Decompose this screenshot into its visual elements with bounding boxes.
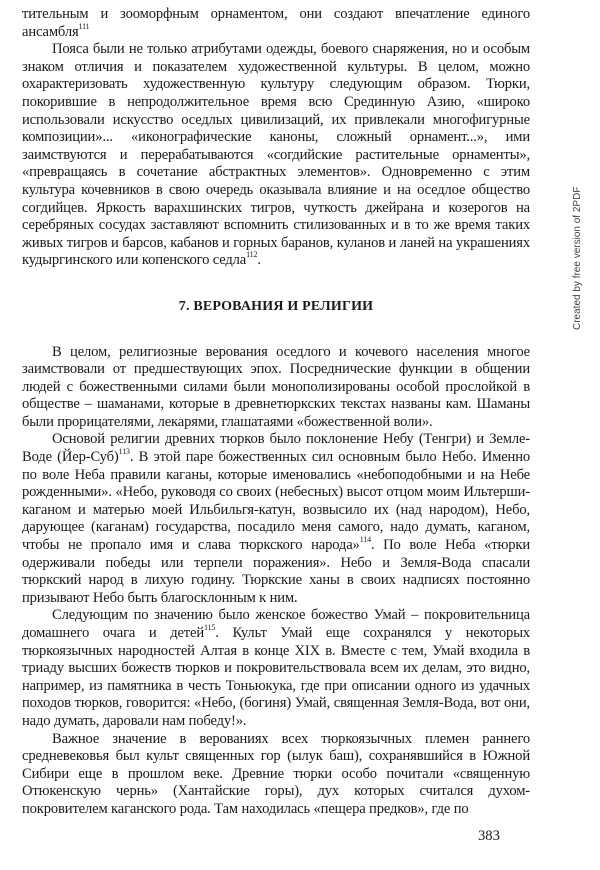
paragraph-tengri: Основой религии древних тюрков было поклонение Небу (Тенгри) и Земле-Воде $(Йер-Суб)^{113}$. В этой паре божественных сил основным было Небо. Именно по воле Неба правили каганы, которые именовались «небоподобными и на Небе рожденными». «Небо, руководя со своих (небесных) высот отцом моим Ильтерши-каганом и матерью моей Ильбильгя-катун, возвысило их (над народом), Небо, дарующее (каганам) государства, посадило меня самого, надо думать, каганом, чтобы не пропало имя и слава тюркского народа»$^{114}$. По воле Неба «тюрки одерживали победы или терпели поражения». Небо и Земля-Вода спасали тюркский народ в лихую годину. Тюркские ханы в своих надписях постоянно призывают Небо быть благосклонным к ним. (22, 431, 531, 606)
watermark: Created by free version of 2PDF (572, 186, 583, 330)
footnote-ref: 114 (359, 535, 371, 545)
paragraph-continuation: тительным и зооморфным орнаментом, они создают впечатление единого ансамбля$^{111}$ (22, 6, 530, 40)
footnote-ref: 112 (246, 250, 258, 260)
paragraph-beliefs: В целом, религиозные верования оседлого и кочевого населения многое заимствовали от предшествующих эпох. Посреднические функции в общении людей с божественными силами были монополизированы особой прослойкой в обществе – шаманами, которые в древнетюркских текстах названы кам. Шаманы были прорицателями, лекарями, глашатаями «божественной воли». (22, 343, 530, 430)
footnote-ref: 113 (118, 447, 130, 457)
page-body (22, 6, 530, 819)
footnote-ref: 115 (204, 623, 216, 633)
footnote-ref: 111 (78, 21, 90, 31)
page-number: 383 (478, 828, 500, 844)
paragraph-umay: Следующим по значению было женское божество Умай – покровительница домашнего очага и детей$^{115}$. Культ Умай еще сохранялся у некоторых тюркоязычных народностей Алтая в конце XIX в. Вместе с тем, Умай входила в триаду высших божеств тюрков и покровительствовала всем их делам, это видно, например, из памятника в честь Тоньюкука, где при описании одного из удачных походов тюрков, говорится: «Небо, (богиня) Умай, священная Земля-Вода, вот они, надо думать, даровали нам победу!». (22, 607, 530, 729)
paragraph-belts: Пояса были не только атрибутами одежды, боевого снаряжения, но и особым знаком отличия и показателем художественной культуры. В целом, можно охарактеризовать художественную культуру следующим образом. Тюрки, покорившие в непродолжительное время всю Срединную Азию, «широко использовали искусство оседлых цивилизаций, их привлекали многофигурные композиции»... «иконографические каноны, сложный орнамент...», ими заимствуются и перерабатываются «согдийские растительные орнаменты», «превращаясь в сочетание абстрактных элементов». Одновременно с этим культура кочевников в свою очередь оказывала влияние и на оседлое общество согдийцев. Яркость варахшинских тигров, чуткость джейрана и козерогов на серебряных сосудах заставляют вспомнить стилизованных и в то же время таких живых тигров и барсов, кабанов и горных баранов, куланов и ланей на украшениях кудыргинского или копенского седла$^{112}$. (22, 41, 530, 269)
section-heading: 7. ВЕРОВАНИЯ И РЕЛИГИИ (178, 298, 374, 314)
paragraph-mountains: Важное значение в верованиях всех тюркоязычных племен раннего средневековья был культ священных гор (ылук баш), сохранявшийся в Южной Сибири еще в прошлом веке. Древние тюрки особо почитали «священную Отюкенскую чернь» (Хантайские горы), дух которых считался духом-покровителем каганского рода. Там находилась «пещера предков», где по (22, 730, 530, 817)
